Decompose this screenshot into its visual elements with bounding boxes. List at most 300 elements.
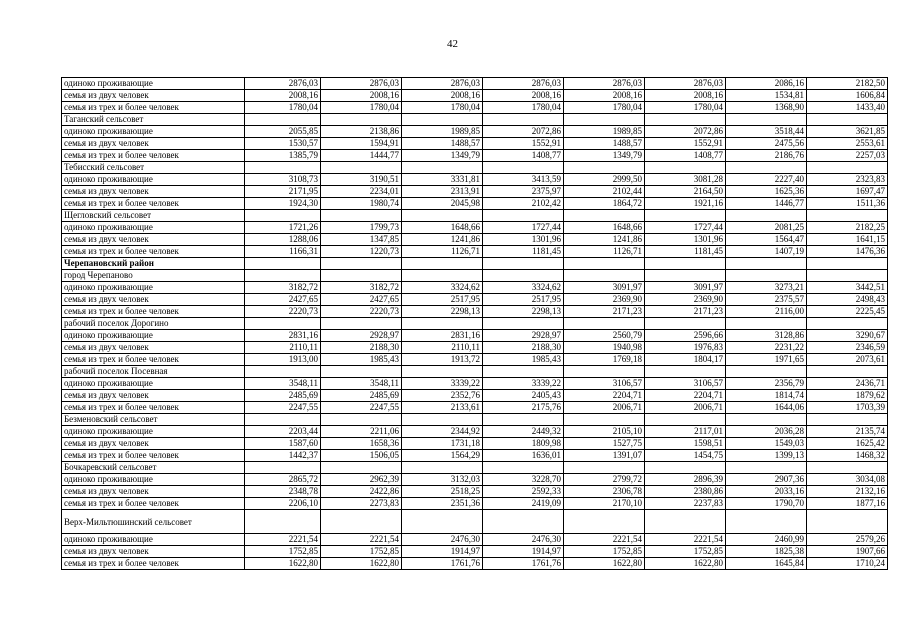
value-cell: 2036,28 [726, 426, 807, 438]
value-cell: 2485,69 [245, 390, 321, 402]
value-cell: 2928,97 [483, 330, 564, 342]
value-cell: 2072,86 [645, 126, 726, 138]
section-header-row [62, 414, 888, 426]
empty-cell [726, 270, 807, 282]
value-cell: 1780,04 [402, 102, 483, 114]
table-row [62, 486, 888, 498]
value-cell: 2405,43 [483, 390, 564, 402]
section-header-label: Верх-Мильтюшинский сельсовет [62, 510, 245, 534]
value-cell: 2346,59 [807, 342, 888, 354]
value-cell: 2876,03 [645, 78, 726, 90]
value-cell: 2876,03 [402, 78, 483, 90]
table-row [62, 306, 888, 318]
value-cell: 1976,83 [645, 342, 726, 354]
value-cell: 3108,73 [245, 174, 321, 186]
value-cell: 2008,16 [402, 90, 483, 102]
value-cell: 3182,72 [321, 282, 402, 294]
value-cell: 2221,54 [564, 534, 645, 546]
value-cell: 2876,03 [483, 78, 564, 90]
value-cell: 1780,04 [564, 102, 645, 114]
value-cell: 1166,31 [245, 246, 321, 258]
value-cell: 2907,36 [726, 474, 807, 486]
empty-cell [321, 318, 402, 330]
value-cell: 2081,25 [726, 222, 807, 234]
value-cell: 2102,42 [483, 198, 564, 210]
value-cell: 2102,44 [564, 186, 645, 198]
value-cell: 1703,39 [807, 402, 888, 414]
empty-cell [726, 258, 807, 270]
empty-cell [402, 462, 483, 474]
value-cell: 1761,76 [483, 558, 564, 570]
value-cell: 2110,11 [402, 342, 483, 354]
value-cell: 1658,36 [321, 438, 402, 450]
empty-cell [564, 162, 645, 174]
value-cell: 1444,77 [321, 150, 402, 162]
value-cell: 1914,97 [483, 546, 564, 558]
value-cell: 2132,16 [807, 486, 888, 498]
value-cell: 1446,77 [726, 198, 807, 210]
value-cell: 3324,62 [402, 282, 483, 294]
section-header-row [62, 210, 888, 222]
value-cell: 1301,96 [483, 234, 564, 246]
value-cell: 1587,60 [245, 438, 321, 450]
value-cell: 3182,72 [245, 282, 321, 294]
empty-cell [402, 414, 483, 426]
value-cell: 2171,23 [564, 306, 645, 318]
value-cell: 2188,30 [483, 342, 564, 354]
value-cell: 1391,07 [564, 450, 645, 462]
empty-cell [807, 210, 888, 222]
row-label: семья из двух человек [62, 186, 245, 198]
value-cell: 1408,77 [483, 150, 564, 162]
value-cell: 2436,71 [807, 378, 888, 390]
empty-cell [321, 162, 402, 174]
value-cell: 1511,36 [807, 198, 888, 210]
value-cell: 2579,26 [807, 534, 888, 546]
value-cell: 1989,85 [402, 126, 483, 138]
value-cell: 2006,71 [645, 402, 726, 414]
value-cell: 1641,15 [807, 234, 888, 246]
value-cell: 1527,75 [564, 438, 645, 450]
empty-cell [245, 366, 321, 378]
value-cell: 1864,72 [564, 198, 645, 210]
value-cell: 2247,55 [321, 402, 402, 414]
empty-cell [483, 270, 564, 282]
value-cell: 1506,05 [321, 450, 402, 462]
value-cell: 2220,73 [321, 306, 402, 318]
value-cell: 1985,43 [321, 354, 402, 366]
value-cell: 1985,43 [483, 354, 564, 366]
empty-cell [402, 114, 483, 126]
value-cell: 3273,21 [726, 282, 807, 294]
section-header-row [62, 366, 888, 378]
value-cell: 2234,01 [321, 186, 402, 198]
value-cell: 2476,30 [483, 534, 564, 546]
value-cell: 2033,16 [726, 486, 807, 498]
row-label: семья из двух человек [62, 486, 245, 498]
value-cell: 2073,61 [807, 354, 888, 366]
value-cell: 2221,54 [645, 534, 726, 546]
value-cell: 1594,91 [321, 138, 402, 150]
table-row [62, 102, 888, 114]
value-cell: 3034,08 [807, 474, 888, 486]
table-row [62, 330, 888, 342]
value-cell: 2831,16 [402, 330, 483, 342]
table-row [62, 282, 888, 294]
row-label: семья из трех и более человек [62, 246, 245, 258]
table-row [62, 150, 888, 162]
value-cell: 2560,79 [564, 330, 645, 342]
table-row [62, 378, 888, 390]
row-label: семья из двух человек [62, 546, 245, 558]
row-label: семья из двух человек [62, 138, 245, 150]
value-cell: 2876,03 [245, 78, 321, 90]
empty-cell [807, 114, 888, 126]
value-cell: 1468,32 [807, 450, 888, 462]
value-cell: 2110,11 [245, 342, 321, 354]
section-header-label: Таганский сельсовет [62, 114, 245, 126]
empty-cell [645, 510, 726, 534]
table-row [62, 186, 888, 198]
value-cell: 3228,70 [483, 474, 564, 486]
value-cell: 3413,59 [483, 174, 564, 186]
value-cell: 2204,71 [645, 390, 726, 402]
value-cell: 1780,04 [483, 102, 564, 114]
empty-cell [245, 270, 321, 282]
page-number: 42 [447, 38, 458, 50]
empty-cell [564, 210, 645, 222]
row-label: семья из трех и более человек [62, 306, 245, 318]
empty-cell [321, 270, 402, 282]
value-cell: 2008,16 [321, 90, 402, 102]
table-row [62, 294, 888, 306]
empty-cell [564, 414, 645, 426]
value-cell: 1814,74 [726, 390, 807, 402]
value-cell: 1625,42 [807, 438, 888, 450]
value-cell: 3442,51 [807, 282, 888, 294]
table-row [62, 534, 888, 546]
empty-cell [645, 162, 726, 174]
empty-cell [645, 258, 726, 270]
value-cell: 2344,92 [402, 426, 483, 438]
section-header-label: город Черепаново [62, 270, 245, 282]
section-header-row [62, 318, 888, 330]
value-cell: 2175,76 [483, 402, 564, 414]
row-label: семья из трех и более человек [62, 198, 245, 210]
value-cell: 2375,57 [726, 294, 807, 306]
value-cell: 1534,81 [726, 90, 807, 102]
empty-cell [726, 462, 807, 474]
value-cell: 1989,85 [564, 126, 645, 138]
table-row [62, 390, 888, 402]
section-header-label: Тебисский сельсовет [62, 162, 245, 174]
value-cell: 2117,01 [645, 426, 726, 438]
row-label: семья из двух человек [62, 438, 245, 450]
table-row [62, 498, 888, 510]
empty-cell [245, 414, 321, 426]
value-cell: 1809,98 [483, 438, 564, 450]
value-cell: 3128,86 [726, 330, 807, 342]
value-cell: 1804,17 [645, 354, 726, 366]
value-cell: 2375,97 [483, 186, 564, 198]
value-cell: 2876,03 [564, 78, 645, 90]
value-cell: 2306,78 [564, 486, 645, 498]
value-cell: 3331,81 [402, 174, 483, 186]
section-header-label: Безменовский сельсовет [62, 414, 245, 426]
value-cell: 2171,23 [645, 306, 726, 318]
value-cell: 2164,50 [645, 186, 726, 198]
value-cell: 1648,66 [564, 222, 645, 234]
row-label: семья из трех и более человек [62, 354, 245, 366]
value-cell: 1769,18 [564, 354, 645, 366]
value-cell: 2476,30 [402, 534, 483, 546]
empty-cell [807, 510, 888, 534]
value-cell: 1564,29 [402, 450, 483, 462]
table-row [62, 138, 888, 150]
empty-cell [807, 366, 888, 378]
value-cell: 2227,40 [726, 174, 807, 186]
value-cell: 2231,22 [726, 342, 807, 354]
value-cell: 2247,55 [245, 402, 321, 414]
value-cell: 1907,66 [807, 546, 888, 558]
empty-cell [245, 462, 321, 474]
value-cell: 2380,86 [645, 486, 726, 498]
value-cell: 2592,33 [483, 486, 564, 498]
section-header-label: рабочий поселок Посевная [62, 366, 245, 378]
value-cell: 1241,86 [564, 234, 645, 246]
empty-cell [564, 462, 645, 474]
empty-cell [402, 318, 483, 330]
row-label: семья из двух человек [62, 90, 245, 102]
value-cell: 1241,86 [402, 234, 483, 246]
value-cell: 1697,47 [807, 186, 888, 198]
value-cell: 2220,73 [245, 306, 321, 318]
value-cell: 1913,00 [245, 354, 321, 366]
value-cell: 1780,04 [645, 102, 726, 114]
empty-cell [726, 114, 807, 126]
value-cell: 2206,10 [245, 498, 321, 510]
value-cell: 3091,97 [564, 282, 645, 294]
empty-cell [402, 270, 483, 282]
value-cell: 1220,73 [321, 246, 402, 258]
value-cell: 3190,51 [321, 174, 402, 186]
value-cell: 2323,83 [807, 174, 888, 186]
value-cell: 2116,00 [726, 306, 807, 318]
value-cell: 3106,57 [564, 378, 645, 390]
value-cell: 2865,72 [245, 474, 321, 486]
value-cell: 1761,76 [402, 558, 483, 570]
value-cell: 1488,57 [402, 138, 483, 150]
value-cell: 1913,72 [402, 354, 483, 366]
value-cell: 1625,36 [726, 186, 807, 198]
value-cell: 2170,10 [564, 498, 645, 510]
value-cell: 2221,54 [245, 534, 321, 546]
empty-cell [483, 366, 564, 378]
value-cell: 1780,04 [321, 102, 402, 114]
value-cell: 1288,06 [245, 234, 321, 246]
value-cell: 2485,69 [321, 390, 402, 402]
section-header-row [62, 162, 888, 174]
value-cell: 2799,72 [564, 474, 645, 486]
empty-cell [483, 510, 564, 534]
row-label: одиноко проживающие [62, 426, 245, 438]
value-cell: 1442,37 [245, 450, 321, 462]
row-label: семья из трех и более человек [62, 558, 245, 570]
table-row [62, 354, 888, 366]
empty-cell [807, 414, 888, 426]
value-cell: 1407,19 [726, 246, 807, 258]
value-cell: 2182,25 [807, 222, 888, 234]
empty-cell [645, 114, 726, 126]
empty-cell [564, 258, 645, 270]
row-label: одиноко проживающие [62, 474, 245, 486]
value-cell: 1924,30 [245, 198, 321, 210]
empty-cell [321, 462, 402, 474]
empty-cell [645, 366, 726, 378]
table-row [62, 78, 888, 90]
value-cell: 2006,71 [564, 402, 645, 414]
row-label: одиноко проживающие [62, 378, 245, 390]
value-cell: 1126,71 [564, 246, 645, 258]
row-label: семья из двух человек [62, 294, 245, 306]
value-cell: 1971,65 [726, 354, 807, 366]
value-cell: 3132,03 [402, 474, 483, 486]
empty-cell [483, 318, 564, 330]
value-cell: 1622,80 [245, 558, 321, 570]
value-cell: 2460,99 [726, 534, 807, 546]
value-cell: 2257,03 [807, 150, 888, 162]
table-row [62, 402, 888, 414]
table-row [62, 450, 888, 462]
table-row [62, 174, 888, 186]
value-cell: 2008,16 [645, 90, 726, 102]
value-cell: 2596,66 [645, 330, 726, 342]
empty-cell [245, 258, 321, 270]
value-cell: 1940,98 [564, 342, 645, 354]
value-cell: 1347,85 [321, 234, 402, 246]
row-label: семья из трех и более человек [62, 450, 245, 462]
value-cell: 1433,40 [807, 102, 888, 114]
table-row [62, 558, 888, 570]
value-cell: 1721,26 [245, 222, 321, 234]
empty-cell [807, 270, 888, 282]
table-body [62, 78, 888, 570]
section-header-row [62, 114, 888, 126]
empty-cell [483, 462, 564, 474]
value-cell: 2498,43 [807, 294, 888, 306]
value-cell: 1921,16 [645, 198, 726, 210]
row-label: семья из двух человек [62, 342, 245, 354]
row-label: одиноко проживающие [62, 126, 245, 138]
value-cell: 1645,84 [726, 558, 807, 570]
empty-cell [564, 270, 645, 282]
value-cell: 2072,86 [483, 126, 564, 138]
row-label: семья из трех и более человек [62, 102, 245, 114]
value-cell: 1606,84 [807, 90, 888, 102]
value-cell: 2351,36 [402, 498, 483, 510]
empty-cell [807, 462, 888, 474]
value-cell: 1752,85 [245, 546, 321, 558]
value-cell: 1301,96 [645, 234, 726, 246]
table-row [62, 438, 888, 450]
value-cell: 1552,91 [645, 138, 726, 150]
value-cell: 2008,16 [245, 90, 321, 102]
value-cell: 2422,86 [321, 486, 402, 498]
empty-cell [645, 270, 726, 282]
empty-cell [645, 210, 726, 222]
row-label: одиноко проживающие [62, 174, 245, 186]
table-row [62, 474, 888, 486]
value-cell: 2896,39 [645, 474, 726, 486]
empty-cell [321, 114, 402, 126]
value-cell: 1752,85 [564, 546, 645, 558]
value-cell: 1622,80 [321, 558, 402, 570]
value-cell: 1349,79 [564, 150, 645, 162]
row-label: одиноко проживающие [62, 78, 245, 90]
empty-cell [726, 366, 807, 378]
value-cell: 3290,67 [807, 330, 888, 342]
empty-cell [245, 510, 321, 534]
empty-cell [245, 162, 321, 174]
value-cell: 2086,16 [726, 78, 807, 90]
value-cell: 2962,39 [321, 474, 402, 486]
value-cell: 1564,47 [726, 234, 807, 246]
empty-cell [807, 318, 888, 330]
value-cell: 2831,16 [245, 330, 321, 342]
table-row [62, 342, 888, 354]
value-cell: 2449,32 [483, 426, 564, 438]
value-cell: 1622,80 [645, 558, 726, 570]
row-label: семья из трех и более человек [62, 150, 245, 162]
empty-cell [726, 318, 807, 330]
value-cell: 1552,91 [483, 138, 564, 150]
empty-cell [321, 414, 402, 426]
value-cell: 1780,04 [245, 102, 321, 114]
subsistence-table [61, 77, 888, 570]
value-cell: 1408,77 [645, 150, 726, 162]
value-cell: 1385,79 [245, 150, 321, 162]
empty-cell [402, 210, 483, 222]
section-header-row [62, 258, 888, 270]
value-cell: 1622,80 [564, 558, 645, 570]
value-cell: 3106,57 [645, 378, 726, 390]
empty-cell [402, 162, 483, 174]
empty-cell [245, 210, 321, 222]
empty-cell [483, 414, 564, 426]
value-cell: 2298,13 [402, 306, 483, 318]
value-cell: 1126,71 [402, 246, 483, 258]
empty-cell [726, 414, 807, 426]
value-cell: 2221,54 [321, 534, 402, 546]
value-cell: 1914,97 [402, 546, 483, 558]
value-cell: 3339,22 [402, 378, 483, 390]
section-header-label: Черепановский район [62, 258, 245, 270]
value-cell: 2186,76 [726, 150, 807, 162]
value-cell: 2273,83 [321, 498, 402, 510]
value-cell: 1368,90 [726, 102, 807, 114]
value-cell: 2008,16 [564, 90, 645, 102]
empty-cell [645, 462, 726, 474]
value-cell: 2475,56 [726, 138, 807, 150]
value-cell: 1181,45 [645, 246, 726, 258]
table-row [62, 222, 888, 234]
empty-cell [807, 258, 888, 270]
value-cell: 1636,01 [483, 450, 564, 462]
empty-cell [645, 414, 726, 426]
value-cell: 2171,95 [245, 186, 321, 198]
value-cell: 2518,25 [402, 486, 483, 498]
table-row [62, 246, 888, 258]
